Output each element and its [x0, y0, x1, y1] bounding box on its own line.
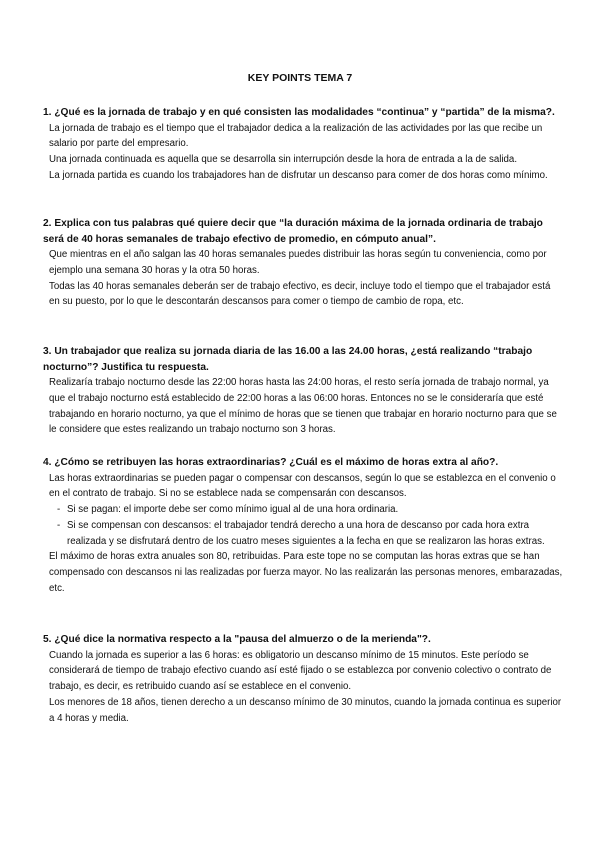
answer-paragraph: La jornada de trabajo es el tiempo que el trabajador dedica a la realización de las actividades por las que recibe un salario por parte del empresario. — [49, 122, 543, 150]
bullet-item: - Si se compensan con descansos: el trabajador tendrá derecho a una hora de descanso por cada hora extra realizada y se disfrutará dentro de los cuatro meses siguientes a la fecha en que se realizaron las horas extras. — [57, 518, 563, 550]
answer-paragraph: Que mientras en el año salgan las 40 horas semanales puedes distribuir las horas según tu conveniencia, como por ejemplo una semana 30 horas y la otra 50 horas. — [49, 249, 547, 276]
answer-paragraph: Cuando la jornada es superior a las 6 horas: es obligatorio un descanso mínimo de 15 minutos. Este período se considerará de tiempo de trabajo efectivo cuando así esté fijado o se establezca por convenio colectivo o contrato de trabajo, es decir, es retribuido cuando así se establece en el convenio. — [49, 649, 552, 693]
question-5: 5. ¿Qué dice la normativa respecto a la "pausa del almuerzo o de la merienda"?. — [43, 634, 431, 645]
bullet-list — [43, 502, 563, 549]
answer-paragraph: Los menores de 18 años, tienen derecho a un descanso mínimo de 30 minutos, cuando la jornada continua es superior a 4 horas y media. — [49, 696, 562, 724]
answer-paragraph: Una jornada continuada es aquella que se desarrolla sin interrupción desde la hora de entrada a la de salida. — [49, 154, 518, 166]
answer-paragraph: El máximo de horas extra anuales son 80, retribuidas. Para este tope no se computan las horas extras que se han compensado con descansos ni las realizadas por fuerza mayor. No las realizarán las personas menores, embarazadas, etc. — [49, 551, 563, 595]
page-title: KEY POINTS TEMA 7 — [247, 72, 353, 84]
answer-paragraph: Las horas extraordinarias se pueden pagar o compensar con descansos, según lo que se establezca en el convenio o en el contrato de trabajo. Si no se establece nada se compensarán con descansos. — [49, 472, 556, 500]
section-5 — [43, 632, 563, 726]
question-1: 1. ¿Qué es la jornada de trabajo y en qué consisten las modalidades “continua” y “partida” de la misma?. — [43, 107, 555, 118]
section-1 — [43, 105, 563, 184]
question-4: 4. ¿Cómo se retribuyen las horas extraordinarias? ¿Cuál es el máximo de horas extra al año?. — [43, 457, 499, 468]
bullet-item: - Si se pagan: el importe debe ser como mínimo igual al de una hora ordinaria. — [57, 502, 563, 518]
answer-paragraph: La jornada partida es cuando los trabajadores han de disfrutar un descanso para comer de dos horas como mínimo. — [49, 169, 548, 181]
question-2: 2. Explica con tus palabras qué quiere decir que “la duración máxima de la jornada ordinaria de trabajo será de 40 horas semanales de trabajo efectivo de promedio, en cómputo anual”. — [43, 218, 543, 245]
section-4 — [43, 455, 563, 597]
question-3: 3. Un trabajador que realiza su jornada diaria de las 16.00 a las 24.00 horas, ¿está realizando “trabajo nocturno”? Justifica tu respuesta. — [43, 346, 533, 373]
section-2 — [43, 216, 563, 310]
answer-paragraph: Todas las 40 horas semanales deberán ser de trabajo efectivo, es decir, incluye todo el tiempo que el trabajador está en su puesto, por lo que le descontarán descansos para comer o tiempo de cambio de ropa, etc. — [49, 280, 551, 308]
answer-paragraph: Realizaría trabajo nocturno desde las 22:00 horas hasta las 24:00 horas, el resto sería jornada de trabajo normal, ya que el trabajo nocturno está establecido de 22:00 horas a las 06:00 horas. Entonces no se le consideraría que esté trabajando en horario nocturno, ya que el mínimo de horas que se tienen que trabajar en horario nocturno para que se le considere que estes realizando un trabajo nocturno son 3 horas. — [49, 377, 557, 436]
section-3 — [43, 344, 563, 438]
